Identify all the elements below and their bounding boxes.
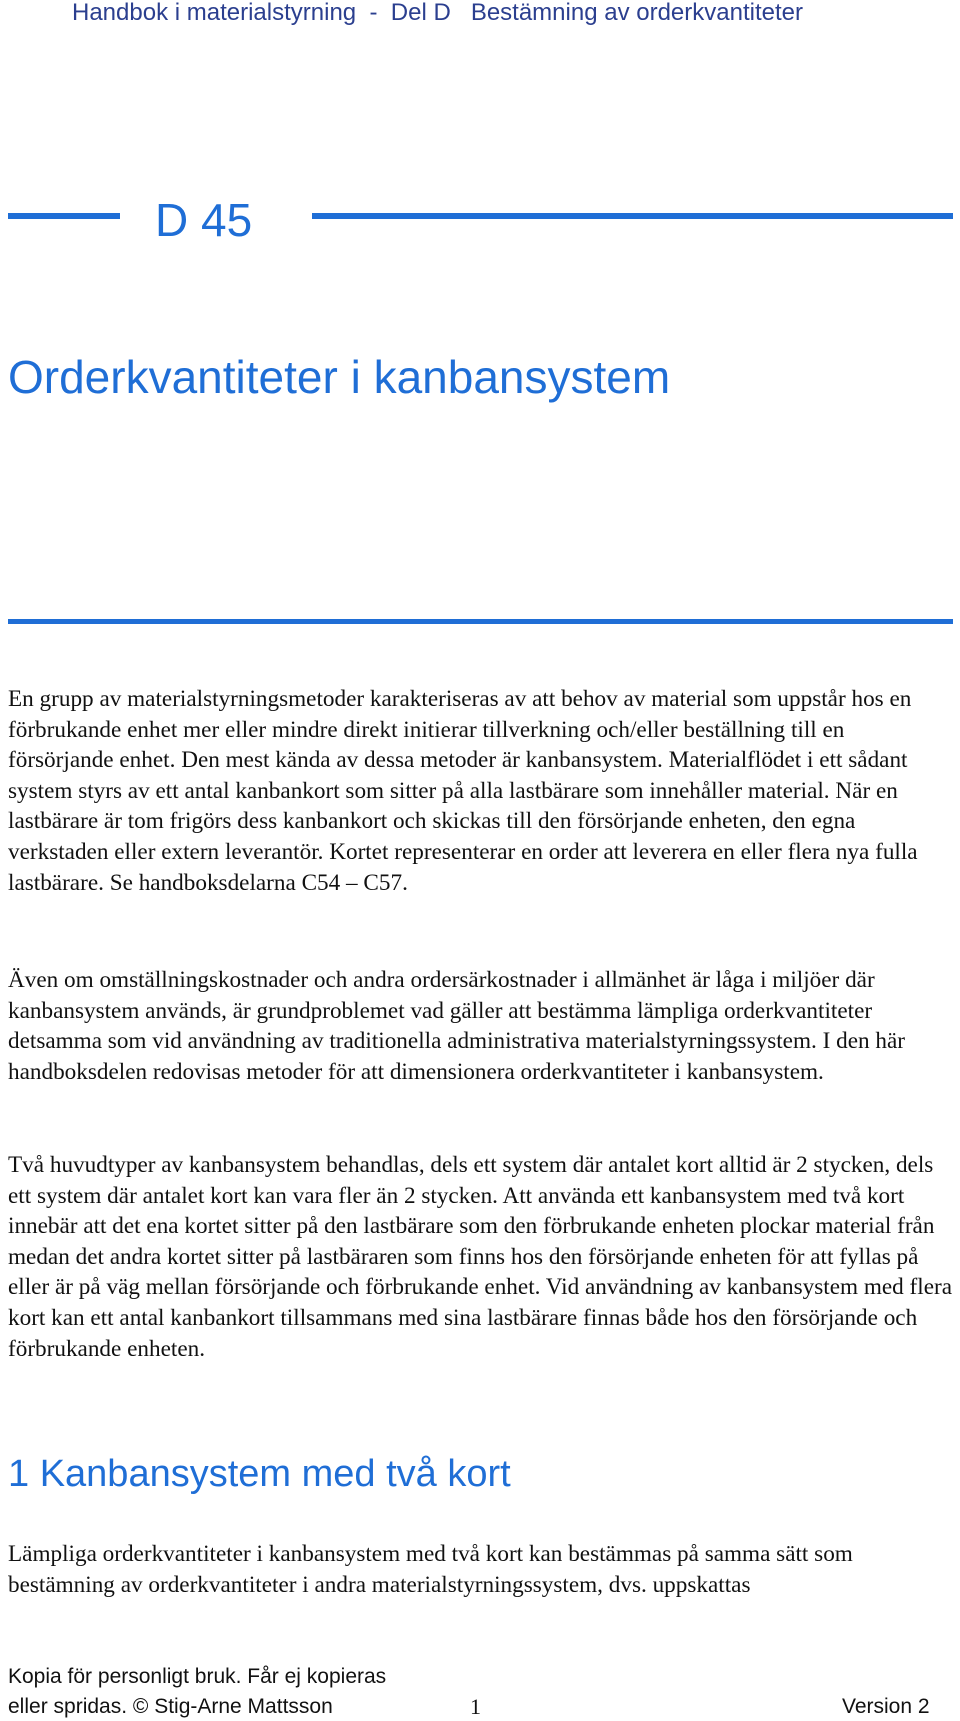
title-rule-bottom	[8, 619, 953, 624]
page-number: 1	[470, 1694, 481, 1719]
footer-copyright-line-1: Kopia för personligt bruk. Får ej kopieras	[8, 1665, 387, 1688]
running-header: Handbok i materialstyrning - Del D Bestämning av orderkvantiteter	[72, 0, 803, 26]
title-rule-right	[312, 213, 953, 219]
title-rule-left	[8, 213, 120, 219]
document-title: Orderkvantiteter i kanbansystem	[8, 351, 671, 403]
footer-copyright-line-2: eller spridas. © Stig-Arne Mattsson	[8, 1695, 333, 1718]
version-label: Version 2	[842, 1695, 930, 1718]
intro-paragraph-3: Två huvudtyper av kanbansystem behandlas, dels ett system där antalet kort alltid är 2 stycken, dels ett system där antalet kort kan vara fler än 2 stycken. Att använda ett kanbansystem med två kort innebär att det ena kortet sitter på den lastbärare som den förbrukande enheten plockar material från medan det andra kortet sitter på lastbäraren som finns hos den försörjande enheten för att fyllas på eller är på väg mellan försörjande och förbrukande enhet. Vid användning av kanbansystem med flera kort kan ett antal kanbankort tillsammans med sina lastbärare finnas både hos den försörjande och förbrukande enheten.	[8, 1152, 953, 1362]
section-paragraph: Lämpliga orderkvantiteter i kanbansystem med två kort kan bestämmas på samma sätt som bestämning av orderkvantiteter i andra materialstyrningssystem, dvs. uppskattas	[8, 1541, 853, 1598]
intro-paragraph-1: En grupp av materialstyrningsmetoder karakteriseras av att behov av material som uppstår hos en förbrukande enhet mer eller mindre direkt initierar tillverkning och/eller beställning till en försörjande enhet. Den mest kända av dessa metoder är kanbansystem. Materialflödet i ett sådant system styrs av ett antal kanbankort som sitter på alla lastbärare som innehåller material. När en lastbärare är tom frigörs dess kanbankort och skickas till den försörjande enheten, den egna verkstaden eller extern leverantör. Kortet representerar en order att leverera en eller flera nya fulla lastbärare. Se handboksdelarna C54 – C57.	[8, 686, 918, 896]
intro-paragraph-2: Även om omställningskostnader och andra ordersärkostnader i allmänhet är låga i miljöer där kanbansystem används, är grundproblemet vad gäller att bestämma lämpliga orderkvantiteter detsamma som vid användning av traditionella administrativa materialstyrningssystem. I den här handboksdelen redovisas metoder för att dimensionera orderkvantiteter i kanbansystem.	[8, 967, 906, 1085]
chapter-id: D 45	[155, 194, 253, 246]
section-heading: 1 Kanbansystem med två kort	[8, 1453, 511, 1495]
